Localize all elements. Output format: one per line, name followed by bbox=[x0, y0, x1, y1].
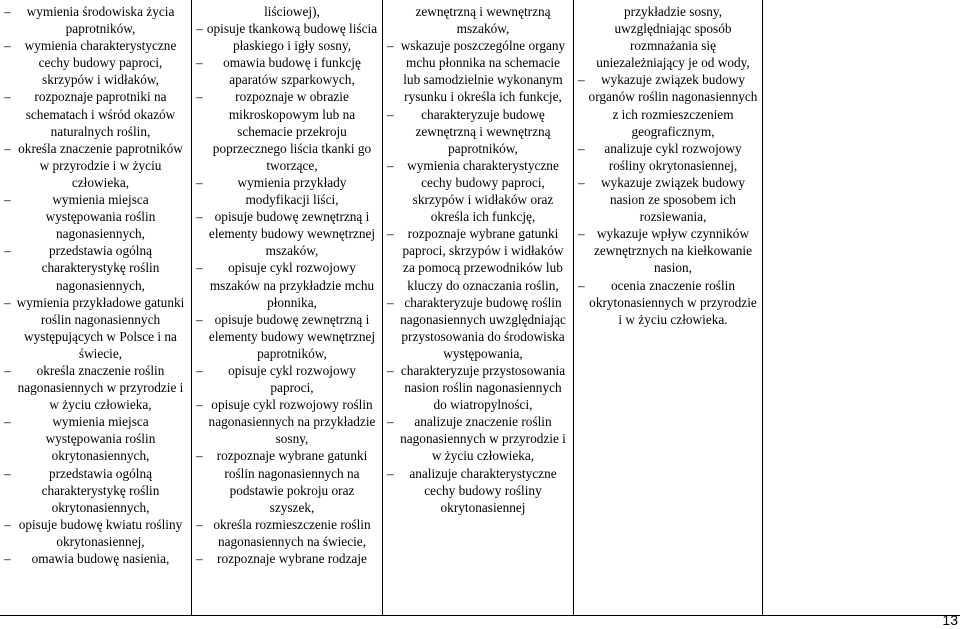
list-item: – wymienia przykładowe gatunki roślin nagonasiennych występujących w Polsce i na świecie, bbox=[0, 294, 191, 362]
list-item: – ocenia znaczenie roślin okrytonasiennych w przyrodzie i w życiu człowieka. bbox=[574, 277, 762, 328]
list-item: – omawia budowę i funkcję aparatów szparkowych, bbox=[192, 54, 382, 88]
list-item: – opisuje cykl rozwojowy mszaków na przykładzie mchu płonnika, bbox=[192, 259, 382, 310]
table-bottom-border bbox=[0, 615, 960, 616]
list-item: – omawia budowę nasienia, bbox=[0, 550, 191, 567]
list-item: – charakteryzuje budowę roślin nagonasiennych uwzględniając przystosowania do środowiska występowania, bbox=[383, 294, 573, 362]
list-item: – określa znaczenie roślin nagonasiennych w przyrodzie i w życiu człowieka, bbox=[0, 362, 191, 413]
requirements-list bbox=[192, 3, 382, 567]
list-item: – rozpoznaje wybrane gatunki roślin nagonasiennych na podstawie pokroju oraz szyszek, bbox=[192, 447, 382, 515]
list-item: – opisuje budowę zewnętrzną i elementy budowy wewnętrznej paprotników, bbox=[192, 311, 382, 362]
list-item: – wymienia miejsca występowania roślin nagonasiennych, bbox=[0, 191, 191, 242]
list-item: – opisuje cykl rozwojowy paproci, bbox=[192, 362, 382, 396]
requirements-list bbox=[383, 3, 573, 516]
requirements-list bbox=[0, 3, 191, 567]
list-item: – analizuje charakterystyczne cechy budowy rośliny okrytonasiennej bbox=[383, 465, 573, 516]
list-item: – opisuje cykl rozwojowy roślin nagonasiennych na przykładzie sosny, bbox=[192, 396, 382, 447]
list-item: – rozpoznaje wybrane rodzaje bbox=[192, 550, 382, 567]
table-column-2 bbox=[192, 0, 383, 616]
table-column-4 bbox=[574, 0, 763, 616]
list-item: – analizuje znaczenie roślin nagonasiennych w przyrodzie i w życiu człowieka, bbox=[383, 413, 573, 464]
table-column-3 bbox=[383, 0, 574, 616]
table-column-1 bbox=[0, 0, 192, 616]
list-item: – charakteryzuje budowę zewnętrzną i wewnętrzną paprotników, bbox=[383, 106, 573, 157]
list-item: – analizuje cykl rozwojowy rośliny okrytonasiennej, bbox=[574, 140, 762, 174]
list-item: – wskazuje poszczególne organy mchu płonnika na schemacie lub samodzielnie wykonanym rysunku i określa ich funkcje, bbox=[383, 37, 573, 105]
list-item: – opisuje budowę kwiatu rośliny okrytonasiennej, bbox=[0, 516, 191, 550]
list-item: – przedstawia ogólną charakterystykę roślin okrytonasiennych, bbox=[0, 465, 191, 516]
list-item: – rozpoznaje paprotniki na schematach i wśród okazów naturalnych roślin, bbox=[0, 88, 191, 139]
list-item: – przedstawia ogólną charakterystykę roślin nagonasiennych, bbox=[0, 242, 191, 293]
list-item-continuation: przykładzie sosny, uwzględniając sposób rozmnażania się uniezależniający je od wody, bbox=[596, 4, 750, 71]
list-item: – wymienia przykłady modyfikacji liści, bbox=[192, 174, 382, 208]
list-item: – rozpoznaje w obrazie mikroskopowym lub na schemacie przekroju poprzecznego liścia tkanki go tworzące, bbox=[192, 88, 382, 173]
list-item: – wymienia środowiska życia paprotników, bbox=[0, 3, 191, 37]
list-item: – wymienia charakterystyczne cechy budowy paproci, skrzypów i widłaków, bbox=[0, 37, 191, 88]
table-column-5 bbox=[763, 0, 960, 616]
list-item: – opisuje budowę zewnętrzną i elementy budowy wewnętrznej mszaków, bbox=[192, 208, 382, 259]
requirements-list bbox=[574, 3, 762, 328]
list-item-continuation: liściowej), bbox=[264, 4, 320, 19]
list-item: – charakteryzuje przystosowania nasion roślin nagonasiennych do wiatropylności, bbox=[383, 362, 573, 413]
page-number: 13 bbox=[942, 612, 958, 628]
list-item: – określa rozmieszczenie roślin nagonasiennych na świecie, bbox=[192, 516, 382, 550]
list-item: – rozpoznaje wybrane gatunki paproci, skrzypów i widłaków za pomocą przewodników lub kluczy do oznaczania roślin, bbox=[383, 225, 573, 293]
list-item: – wykazuje związek budowy nasion ze sposobem ich rozsiewania, bbox=[574, 174, 762, 225]
list-item: – wykazuje wpływ czynników zewnętrznych na kiełkowanie nasion, bbox=[574, 225, 762, 276]
list-item: – wymienia miejsca występowania roślin okrytonasiennych, bbox=[0, 413, 191, 464]
list-item: – wymienia charakterystyczne cechy budowy paproci, skrzypów i widłaków oraz określa ich funkcję, bbox=[383, 157, 573, 225]
list-item: – określa znaczenie paprotników w przyrodzie i w życiu człowieka, bbox=[0, 140, 191, 191]
list-item-continuation: zewnętrzną i wewnętrzną mszaków, bbox=[415, 4, 551, 37]
list-item: – opisuje tkankową budowę liścia płaskiego i igły sosny, bbox=[192, 20, 382, 54]
list-item: – wykazuje związek budowy organów roślin nagonasiennych z ich rozmieszczeniem geograficznym, bbox=[574, 71, 762, 139]
